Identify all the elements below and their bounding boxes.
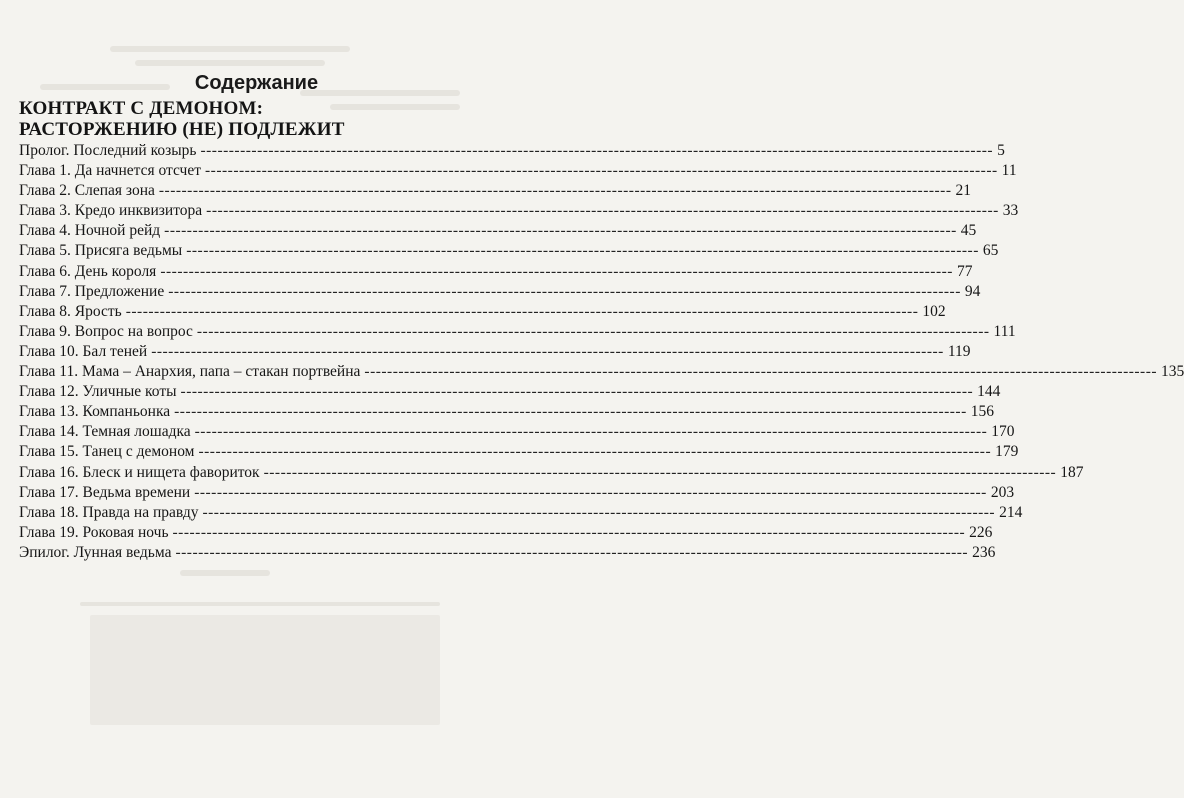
toc-entry-title: Глава 14. Темная лошадка [19,423,191,441]
show-through-mark [90,615,440,725]
toc-entry [19,182,972,202]
toc-entry [19,282,981,303]
toc-entry-page-number: 11 [1001,162,1017,180]
toc-leader-dashes: -------------------------------------------------------------------------------------------------------------------------------------------- [263,463,1057,481]
toc-leader-dashes: -------------------------------------------------------------------------------------------------------------------------------------------- [196,322,990,340]
toc-leader-dashes: -------------------------------------------------------------------------------------------------------------------------------------------- [200,142,994,159]
toc-entry [19,342,971,363]
show-through-mark [180,570,270,576]
toc-entry-title: Глава 2. Слепая зона [19,182,155,200]
toc-entry-title: Глава 17. Ведьма времени [19,483,191,501]
toc-entry [19,322,1016,343]
toc-entry-page-number: 135 [1161,363,1184,381]
toc-leader-dashes: -------------------------------------------------------------------------------------------------------------------------------------------- [168,282,961,300]
toc-entry [19,202,1019,222]
toc-leader-dashes: -------------------------------------------------------------------------------------------------------------------------------------------- [158,182,952,200]
toc-entry-title: Глава 19. Роковая ночь [19,523,169,541]
toc-entry-title: Глава 10. Бал теней [19,342,148,360]
toc-entry-title: Эпилог. Лунная ведьма [19,543,172,561]
toc-leader-dashes: -------------------------------------------------------------------------------------------------------------------------------------------- [125,302,919,320]
toc-entry [19,503,1023,524]
toc-entry-page-number: 111 [993,322,1016,340]
show-through-mark [110,46,350,52]
toc-entry-title: Глава 11. Мама – Анархия, папа – стакан портвейна [19,363,361,381]
toc-entry-page-number: 45 [960,222,977,240]
toc-entry-title: Глава 3. Кредо инквизитора [19,202,203,220]
toc-entry-title: Глава 6. День короля [19,262,157,280]
book-title-line-2: РАСТОРЖЕНИЮ (НЕ) ПОДЛЕЖИТ [19,119,345,140]
toc-entry-page-number: 226 [969,523,993,541]
toc-entry-title: Глава 18. Правда на правду [19,503,199,521]
toc-entry [19,543,996,564]
show-through-mark [80,602,440,606]
toc-entry [19,242,999,262]
toc-entry-title: Глава 8. Ярость [19,302,122,320]
show-through-mark [135,60,325,66]
toc-leader-dashes: -------------------------------------------------------------------------------------------------------------------------------------------- [151,342,944,360]
toc-entry [19,142,1005,162]
toc-entry [19,483,1015,504]
toc-leader-dashes: -------------------------------------------------------------------------------------------------------------------------------------------- [180,383,974,401]
toc-entry-page-number: 187 [1060,463,1084,481]
toc-entry [19,262,973,283]
toc-entry [19,302,946,323]
toc-entry-page-number: 156 [970,403,995,421]
toc-entry [19,423,1015,443]
toc-entry [19,363,1184,383]
toc-entry-page-number: 102 [922,302,946,320]
toc-entry-page-number: 5 [997,142,1005,159]
toc-entry-title: Глава 16. Блеск и нищета фавориток [19,463,260,481]
toc-entry-title: Глава 7. Предложение [19,282,165,300]
toc-leader-dashes: -------------------------------------------------------------------------------------------------------------------------------------------- [202,503,996,521]
toc-entry-title: Глава 9. Вопрос на вопрос [19,322,193,340]
toc-entry-page-number: 214 [999,503,1023,521]
toc-entry [19,463,1084,484]
toc-entry-page-number: 21 [955,182,972,200]
toc-leader-dashes: -------------------------------------------------------------------------------------------------------------------------------------------- [172,523,966,541]
toc-entry [19,443,1019,463]
toc-leader-dashes: -------------------------------------------------------------------------------------------------------------------------------------------- [206,202,999,220]
toc-entry-page-number: 65 [982,242,999,260]
toc-entry-page-number: 144 [977,383,1001,401]
toc-entry [19,383,1001,403]
book-title-line-1: КОНТРАКТ С ДЕМОНОМ: [19,98,264,119]
toc-entry-title: Глава 4. Ночной рейд [19,222,161,240]
toc-entry-title: Глава 5. Присяга ведьмы [19,242,183,260]
toc-leader-dashes: -------------------------------------------------------------------------------------------------------------------------------------------- [174,403,967,421]
toc-leader-dashes: -------------------------------------------------------------------------------------------------------------------------------------------- [198,443,992,461]
toc-entry-title: Глава 12. Уличные коты [19,383,177,401]
toc-entry-title: Глава 13. Компаньонка [19,403,171,421]
toc-leader-dashes: -------------------------------------------------------------------------------------------------------------------------------------------- [186,242,979,260]
toc-entry-title: Глава 15. Танец с демоном [19,443,195,461]
toc-entry-page-number: 33 [1002,202,1019,220]
toc-entry-title: Глава 1. Да начнется отсчет [19,162,202,180]
toc-leader-dashes: -------------------------------------------------------------------------------------------------------------------------------------------- [164,222,957,240]
toc-entry-page-number: 179 [995,443,1019,461]
show-through-mark [330,104,460,110]
toc-entry [19,403,995,423]
toc-leader-dashes: -------------------------------------------------------------------------------------------------------------------------------------------- [175,543,969,561]
toc-entry [19,162,1017,182]
toc-leader-dashes: -------------------------------------------------------------------------------------------------------------------------------------------- [194,423,988,441]
toc-entry-page-number: 119 [947,342,971,360]
toc-entry [19,523,993,544]
toc-entry-page-number: 77 [956,262,973,280]
toc-leader-dashes: -------------------------------------------------------------------------------------------------------------------------------------------- [364,363,1158,381]
toc-leader-dashes: -------------------------------------------------------------------------------------------------------------------------------------------- [205,162,998,180]
toc-entry [19,222,977,242]
contents-heading: Содержание [194,72,319,94]
toc-entry-page-number: 203 [990,483,1015,501]
toc-leader-dashes: -------------------------------------------------------------------------------------------------------------------------------------------- [194,483,987,501]
toc-entry-title: Пролог. Последний козырь [19,142,197,159]
toc-entry-page-number: 170 [991,423,1015,441]
table-of-contents [19,142,1184,564]
toc-entry-page-number: 236 [972,543,996,561]
toc-entry-page-number: 94 [964,282,981,300]
toc-leader-dashes: -------------------------------------------------------------------------------------------------------------------------------------------- [160,262,953,280]
